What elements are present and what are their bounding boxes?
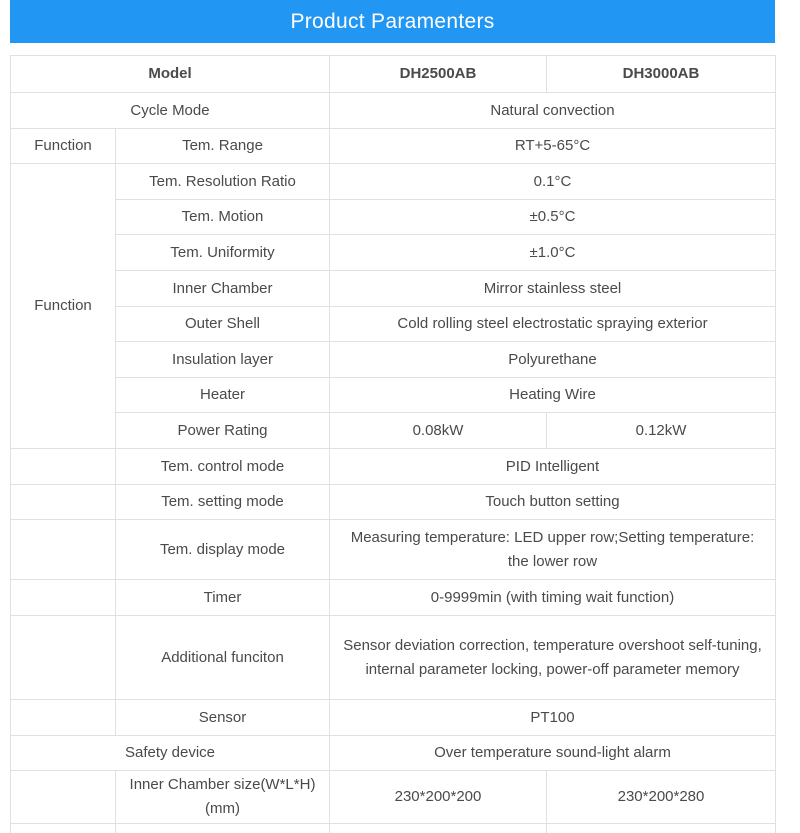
model-header-cell: Model xyxy=(11,56,330,93)
page-title: Product Paramenters xyxy=(290,9,495,33)
cycle-mode-value: Natural convection xyxy=(330,93,776,129)
row-tem-range xyxy=(11,129,776,164)
chamber-size-value-dh2500ab: 230*200*200 xyxy=(330,771,547,824)
outer-shell-value: Cold rolling steel electrostatic spraying exterior xyxy=(330,307,776,342)
group-cell-empty xyxy=(11,700,116,736)
safety-device-label: Safety device xyxy=(11,736,330,771)
row-tem-resolution xyxy=(11,164,776,200)
group-cell-empty xyxy=(11,824,116,833)
row-tem-uniformity xyxy=(11,235,776,271)
group-cell-empty xyxy=(11,616,116,700)
chamber-size-value-dh3000ab: 230*200*280 xyxy=(547,771,776,824)
row-model xyxy=(11,56,776,93)
row-inner-chamber xyxy=(11,271,776,307)
row-additional-function xyxy=(11,616,776,700)
row-power-rating xyxy=(11,413,776,449)
group-cell-empty xyxy=(11,520,116,580)
tem-motion-value: ±0.5°C xyxy=(330,200,776,235)
tem-uniformity-value: ±1.0°C xyxy=(330,235,776,271)
model-dh3000ab-cell: DH3000AB xyxy=(547,56,776,93)
row-partial-clipped xyxy=(11,824,776,833)
empty-cell xyxy=(116,824,330,833)
inner-chamber-label: Inner Chamber xyxy=(116,271,330,307)
setting-mode-label: Tem. setting mode xyxy=(116,485,330,520)
heater-label: Heater xyxy=(116,378,330,413)
control-mode-value: PID Intelligent xyxy=(330,449,776,485)
chamber-size-label: Inner Chamber size(W*L*H)(mm) xyxy=(116,771,330,824)
group-cell-empty xyxy=(11,771,116,824)
cycle-mode-label: Cycle Mode xyxy=(11,93,330,129)
insulation-label: Insulation layer xyxy=(116,342,330,378)
row-safety-device xyxy=(11,736,776,771)
row-display-mode xyxy=(11,520,776,580)
display-mode-value: Measuring temperature: LED upper row;Setting temperature: the lower row xyxy=(330,520,776,580)
power-rating-value-dh2500ab: 0.08kW xyxy=(330,413,547,449)
product-parameters-table xyxy=(10,55,776,833)
additional-function-value: Sensor deviation correction, temperature overshoot self-tuning, internal parameter locking, power-off parameter memory xyxy=(330,616,776,700)
row-chamber-size xyxy=(11,771,776,824)
inner-chamber-value: Mirror stainless steel xyxy=(330,271,776,307)
group-cell-empty xyxy=(11,580,116,616)
power-rating-value-dh3000ab: 0.12kW xyxy=(547,413,776,449)
tem-uniformity-label: Tem. Uniformity xyxy=(116,235,330,271)
model-dh2500ab-cell: DH2500AB xyxy=(330,56,547,93)
function-group-cell: Function xyxy=(11,129,116,164)
row-control-mode xyxy=(11,449,776,485)
power-rating-label: Power Rating xyxy=(116,413,330,449)
tem-range-label: Tem. Range xyxy=(116,129,330,164)
additional-function-label: Additional funciton xyxy=(116,616,330,700)
tem-range-value: RT+5-65°C xyxy=(330,129,776,164)
timer-label: Timer xyxy=(116,580,330,616)
row-cycle-mode xyxy=(11,93,776,129)
tem-motion-label: Tem. Motion xyxy=(116,200,330,235)
timer-value: 0-9999min (with timing wait function) xyxy=(330,580,776,616)
row-timer xyxy=(11,580,776,616)
empty-cell xyxy=(330,824,547,833)
heater-value: Heating Wire xyxy=(330,378,776,413)
tem-resolution-label: Tem. Resolution Ratio xyxy=(116,164,330,200)
row-heater xyxy=(11,378,776,413)
row-outer-shell xyxy=(11,307,776,342)
setting-mode-value: Touch button setting xyxy=(330,485,776,520)
group-cell-empty xyxy=(11,485,116,520)
insulation-value: Polyurethane xyxy=(330,342,776,378)
row-setting-mode xyxy=(11,485,776,520)
tem-resolution-value: 0.1°C xyxy=(330,164,776,200)
row-tem-motion xyxy=(11,200,776,235)
row-insulation xyxy=(11,342,776,378)
sensor-value: PT100 xyxy=(330,700,776,736)
safety-device-value: Over temperature sound-light alarm xyxy=(330,736,776,771)
outer-shell-label: Outer Shell xyxy=(116,307,330,342)
sensor-label: Sensor xyxy=(116,700,330,736)
row-sensor xyxy=(11,700,776,736)
display-mode-label: Tem. display mode xyxy=(116,520,330,580)
empty-cell xyxy=(547,824,776,833)
group-cell-empty xyxy=(11,449,116,485)
function-group-cell-span: Function xyxy=(11,164,116,449)
banner xyxy=(10,0,775,43)
control-mode-label: Tem. control mode xyxy=(116,449,330,485)
